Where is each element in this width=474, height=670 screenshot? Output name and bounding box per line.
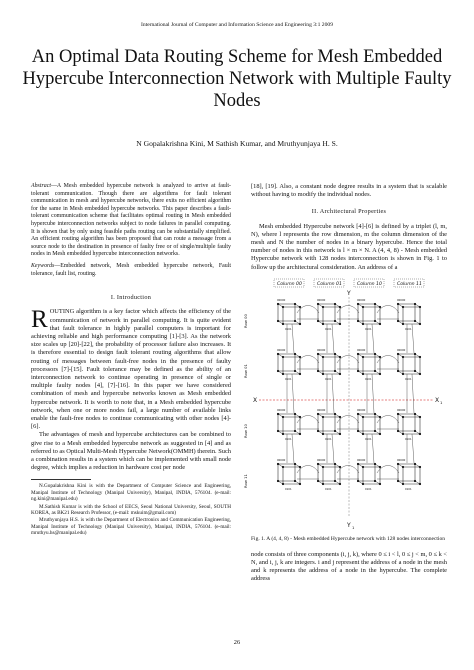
cube-node (379, 416, 381, 418)
cube-node (294, 320, 296, 322)
footnote-rule (31, 479, 91, 480)
cube-node (299, 483, 301, 485)
abstract-text: —A Mesh embedded hypercube network is analyzed to arrive at fault-tolerant communication. Though there are algorithms for fault tolerant communication in mesh and hypercube networks, there exits no efficient algorithm for the same in Mesh embedded hypercube networks. This paper describes a fault-tolerant communication scheme that facilitates optimal routing in Mesh embedded hypercube interconnection networks subject to node failures in parallel computing. It is shown that by only using feasible paths routing can be substantially simplified. An efficient routing algorithm has been proposed that can route a message from a source node to the destination in presence of faulty free or of single/multiple faulty nodes in Mesh embedded hypercube interconnection networks. (31, 183, 231, 258)
node-address-label: 0101 (325, 327, 332, 331)
node-address-label: 00000 (317, 458, 326, 462)
cube-node (339, 433, 341, 435)
column-label: Column 01 (317, 281, 342, 287)
cube-node (317, 413, 319, 415)
cube-node (414, 430, 416, 432)
cube-node (357, 430, 359, 432)
node-address-label: 00000 (397, 348, 406, 352)
cube-node (379, 466, 381, 468)
cube-node (374, 430, 376, 432)
node-address-label: 00000 (277, 348, 286, 352)
cube-node (397, 413, 399, 415)
cube-node (419, 356, 421, 358)
row-label: Row 11 (243, 473, 248, 488)
node-address-label: 0101 (365, 487, 372, 491)
running-head: International Journal of Computer and Information Science and Engineering 3:1 2009 (141, 22, 333, 28)
cube-node (362, 416, 364, 418)
node-address-label: 00000 (397, 298, 406, 302)
drop-cap: R (31, 306, 48, 334)
mesh-column-link (412, 324, 414, 353)
x-axis-subscript: 1 (440, 399, 443, 405)
cube-front-face (358, 304, 375, 321)
cube-node (294, 353, 296, 355)
cube-node (362, 323, 364, 325)
right-column (243, 183, 447, 584)
page-number: 26 (233, 639, 241, 646)
cube-back-face (323, 357, 340, 374)
node-address-label: 00000 (277, 458, 286, 462)
cube-node (299, 356, 301, 358)
node-address-label: 0101 (405, 437, 412, 441)
cube-front-face (318, 464, 335, 481)
cube-node (397, 320, 399, 322)
cube-node (419, 323, 421, 325)
cube-node (299, 323, 301, 325)
node-address-label: 0101 (325, 437, 332, 441)
cube-node (362, 306, 364, 308)
node-address-label: 0101 (285, 437, 292, 441)
node-address-label: 0101 (365, 327, 372, 331)
cube-node (374, 480, 376, 482)
cube-node (277, 480, 279, 482)
node-address-label: 0101 (285, 487, 292, 491)
cube-node (414, 303, 416, 305)
cube-back-face (283, 467, 300, 484)
cube-node (379, 433, 381, 435)
cube-node (414, 463, 416, 465)
authors: N Gopalakrishna Kini, M Sathish Kumar, and Mruthyunjaya H. S. (136, 139, 338, 148)
cube-node (334, 413, 336, 415)
row-label: Row 00 (243, 313, 248, 328)
cube-node (322, 433, 324, 435)
cube-node (357, 353, 359, 355)
node-address-label: 0101 (405, 487, 412, 491)
abstract-label: Abstract (31, 183, 51, 189)
cube-node (414, 353, 416, 355)
y-axis-label-top: Y (347, 289, 351, 297)
cube-back-face (283, 417, 300, 434)
cube-node (414, 413, 416, 415)
right-bottom-paragraph: node consists of three components (i, j, k), where 0 ≤ i < l, 0 ≤ j < m, 0 ≤ k < N, and i, j, k are integers. i and j represent the address of a node in the mesh and k represents the address of a node in the hypercube. The complete address (251, 550, 447, 583)
cube-node (317, 320, 319, 322)
cube-node (379, 356, 381, 358)
footnotes (31, 483, 231, 536)
mesh-column-link (292, 374, 294, 413)
mesh-column-link (372, 324, 374, 353)
node-address-label: 0101 (285, 327, 292, 331)
intro-paragraph-2: The advantages of mesh and hypercube architectures can be combined to give rise to a Mesh embedded hypercube network as suggested in [4] and as referred to as Optical Multi-Mesh Hypercube Network(OMMH) therein. Such a combination results in a system which can be implemented with small node degree, which implies a reduction in hardware cost per node (31, 431, 232, 472)
node-address-label: 00000 (317, 298, 326, 302)
cube-node (277, 353, 279, 355)
cube-back-face (363, 357, 380, 374)
node-address-label: 00000 (357, 458, 366, 462)
column-label: Column 10 (357, 281, 382, 287)
cube-node (317, 370, 319, 372)
cube-node (299, 466, 301, 468)
cube-node (357, 480, 359, 482)
cube-node (299, 373, 301, 375)
cube-node (414, 480, 416, 482)
cube-node (419, 306, 421, 308)
cube-node (357, 303, 359, 305)
paper-title: An Optimal Data Routing Scheme for Mesh Embedded Hypercube Interconnection Network with Multiple Faulty Nodes (22, 47, 452, 111)
mesh-column-link (292, 434, 294, 463)
row-label: Row 10 (243, 423, 248, 438)
cube-node (322, 323, 324, 325)
cube-front-face (358, 414, 375, 431)
cube-back-face (283, 357, 300, 374)
mesh-column-link (372, 374, 374, 413)
cube-front-face (278, 414, 295, 431)
cube-node (322, 373, 324, 375)
cube-node (317, 430, 319, 432)
x-axis-label-right: X (435, 396, 440, 404)
node-address-label: 00000 (357, 348, 366, 352)
node-address-label: 00000 (397, 458, 406, 462)
cube-back-face (403, 417, 420, 434)
node-address-label: 00000 (317, 348, 326, 352)
cube-node (282, 466, 284, 468)
cube-node (357, 370, 359, 372)
cube-node (402, 373, 404, 375)
cube-front-face (358, 354, 375, 371)
cube-node (317, 353, 319, 355)
node-address-label: 00000 (357, 408, 366, 412)
cube-back-face (323, 307, 340, 324)
cube-node (402, 306, 404, 308)
cube-node (374, 303, 376, 305)
node-address-label: 00000 (397, 408, 406, 412)
cube-front-face (278, 354, 295, 371)
cube-node (339, 416, 341, 418)
cube-node (397, 430, 399, 432)
footnote-kumar: M.Sathish Kumar is with the School of EECS, Seoul National University, Seoul, SOUTH KOREA, as BK21 Research Professor, (e-mail: mskuim@gmail.com) (31, 503, 231, 517)
cube-node (317, 480, 319, 482)
cube-node (362, 483, 364, 485)
cube-back-face (323, 467, 340, 484)
cube-front-face (398, 414, 415, 431)
cube-node (379, 323, 381, 325)
cube-node (277, 463, 279, 465)
column-label: Column 11 (397, 281, 422, 287)
cube-front-face (398, 354, 415, 371)
cube-node (282, 323, 284, 325)
cube-node (397, 303, 399, 305)
mesh-column-link (372, 434, 374, 463)
cube-node (402, 323, 404, 325)
cube-node (339, 483, 341, 485)
row-label: Row 01 (243, 363, 248, 378)
cube-node (322, 306, 324, 308)
node-address-label: 00000 (357, 298, 366, 302)
cube-node (334, 303, 336, 305)
cube-node (402, 483, 404, 485)
cube-front-face (398, 464, 415, 481)
cube-front-face (398, 304, 415, 321)
footnote-kini: N.Gopalakrishna Kini is with the Department of Computer Science and Engineering, Manipal Institute of Technology (Manipal University), Manipal, INDIA, 576104. (e-mail: ng.kini@manipal.edu) (31, 483, 231, 503)
mesh-column-link (332, 374, 334, 413)
cube-node (282, 306, 284, 308)
cube-node (357, 320, 359, 322)
cube-node (339, 373, 341, 375)
cube-node (402, 416, 404, 418)
cube-node (277, 430, 279, 432)
cube-node (397, 353, 399, 355)
cube-node (419, 466, 421, 468)
cube-node (322, 466, 324, 468)
abstract (31, 183, 231, 259)
x-axis-label-left: X (253, 396, 258, 404)
cube-node (419, 373, 421, 375)
figure-caption: Fig. 1. A (4, 4, 8) - Mesh embedded Hypercube network with 128 nodes interconnection (251, 535, 445, 542)
cube-back-face (363, 307, 380, 324)
mesh-column-link (412, 434, 414, 463)
keywords-label: Keywords (31, 262, 55, 269)
cube-node (397, 480, 399, 482)
cube-node (374, 370, 376, 372)
cube-back-face (363, 417, 380, 434)
cube-node (277, 413, 279, 415)
node-address-label: 0101 (365, 437, 372, 441)
cube-node (362, 433, 364, 435)
cube-node (397, 463, 399, 465)
mesh-hypercube-diagram (243, 277, 447, 533)
cube-node (317, 463, 319, 465)
footnote-mruthyunjaya: Mruthyunjaya H.S. is with the Department of Electronics and Communication Engineering, Manipal Institute of Technology (Manipal University), Manipal, INDIA, 576104. (e-mail: mruthyu.hs@manipal.edu) (31, 517, 231, 537)
node-address-label: 0101 (285, 377, 292, 381)
cube-node (419, 433, 421, 435)
cube-node (374, 413, 376, 415)
cube-node (294, 413, 296, 415)
node-address-label: 0101 (405, 377, 412, 381)
node-address-label: 0101 (325, 487, 332, 491)
mesh-column-link (292, 324, 294, 353)
cube-node (322, 483, 324, 485)
cube-node (294, 463, 296, 465)
cube-node (414, 320, 416, 322)
cube-node (277, 370, 279, 372)
intro-paragraph-1-text: OUTING algorithm is a key factor which affects the efficiency of the communication of network in parallel computing. It is quite evident that fault tolerance in highly parallel computers is important for achieving reliable and high performance computing [1]-[3]. As the network size scales up [20]-[22], the probability of processor failure also increases. It is therefore essential to design fault tolerant routing algorithms that allow routing of messages between fault-free nodes in the presence of faulty processors [7]-[15]. Fault tolerance may be defined as the ability of an interconnection network to continue operating in presence of single or multiple faulty nodes [4], [7]-[16]. In this paper we have considered combination of mesh and hypercube networks known as Mesh embedded hypercube network. It is worth to note that, in a Mesh embedded hypercube network, when one or more nodes fail, a large number of available links enable the fault-free nodes to continue communicating with other nodes [4]-[6]. (31, 308, 231, 431)
cube-back-face (403, 357, 420, 374)
node-address-label: 0101 (325, 377, 332, 381)
cube-node (402, 356, 404, 358)
cube-node (374, 353, 376, 355)
left-column (31, 183, 231, 538)
architecture-paragraph: Mesh embedded Hypercube network [4]-[6] is defined by a triplet (l, m, N), where l represents the row dimension, m the column dimension of the mesh and N the number of nodes in a binary hypercube. Hence the total number of nodes in this network is l × m × N. A (4, 4, 8) - Mesh embedded Hypercube network with 128 nodes interconnection is shown in Fig. 1 to follow up the architectural consideration. An address of a (251, 222, 447, 271)
cube-node (402, 433, 404, 435)
cube-node (299, 416, 301, 418)
cube-node (294, 430, 296, 432)
node-address-label: 00000 (277, 408, 286, 412)
cube-node (294, 480, 296, 482)
cube-front-face (278, 464, 295, 481)
right-top-paragraph: [18], [19]. Also, a constant node degree results in a system that is scalable without having to modify the individual nodes. (251, 183, 447, 199)
cube-node (334, 480, 336, 482)
cube-node (362, 373, 364, 375)
cube-node (334, 430, 336, 432)
section-heading-architecture: II. Architectural Properties (311, 208, 387, 216)
cube-node (322, 356, 324, 358)
figure-1 (243, 277, 447, 533)
cube-node (334, 370, 336, 372)
intro-paragraph-1 (31, 308, 231, 431)
column-label: Column 00 (277, 281, 302, 287)
node-address-label: 00000 (277, 298, 286, 302)
cube-front-face (318, 304, 335, 321)
cube-node (294, 303, 296, 305)
cube-node (419, 416, 421, 418)
cube-back-face (323, 417, 340, 434)
cube-node (374, 463, 376, 465)
cube-node (362, 356, 364, 358)
cube-node (379, 306, 381, 308)
node-address-label: 0101 (405, 327, 412, 331)
mesh-column-link (332, 324, 334, 353)
cube-back-face (363, 467, 380, 484)
cube-front-face (318, 414, 335, 431)
cube-node (362, 466, 364, 468)
cube-node (397, 370, 399, 372)
cube-node (322, 416, 324, 418)
cube-node (357, 413, 359, 415)
cube-node (414, 370, 416, 372)
cube-node (334, 353, 336, 355)
cube-node (402, 466, 404, 468)
cube-node (282, 483, 284, 485)
cube-node (339, 306, 341, 308)
cube-node (379, 373, 381, 375)
cube-node (379, 483, 381, 485)
y-axis-label-bottom: Y (347, 521, 351, 529)
cube-node (282, 433, 284, 435)
node-address-label: 00000 (317, 408, 326, 412)
section-heading-introduction: I. Introduction (110, 294, 152, 302)
cube-node (317, 303, 319, 305)
cube-node (334, 463, 336, 465)
cube-back-face (403, 307, 420, 324)
cube-back-face (403, 467, 420, 484)
cube-front-face (318, 354, 335, 371)
cube-node (294, 370, 296, 372)
cube-node (419, 483, 421, 485)
cube-node (299, 433, 301, 435)
y-axis-subscript: 1 (352, 524, 355, 530)
mesh-column-link (332, 434, 334, 463)
cube-node (374, 320, 376, 322)
cube-front-face (358, 464, 375, 481)
cube-back-face (283, 307, 300, 324)
cube-node (339, 466, 341, 468)
cube-node (299, 306, 301, 308)
mesh-column-link (412, 374, 414, 413)
cube-node (339, 356, 341, 358)
cube-node (277, 303, 279, 305)
cube-node (357, 463, 359, 465)
cube-front-face (278, 304, 295, 321)
cube-node (277, 320, 279, 322)
cube-node (282, 373, 284, 375)
cube-node (334, 320, 336, 322)
cube-node (282, 356, 284, 358)
node-address-label: 0101 (365, 377, 372, 381)
cube-node (282, 416, 284, 418)
cube-node (339, 323, 341, 325)
keywords (31, 263, 231, 278)
keywords-text: —Embedded network, Mesh embedded hypercube network, Fault tolerance, fault list, routing. (31, 262, 231, 277)
